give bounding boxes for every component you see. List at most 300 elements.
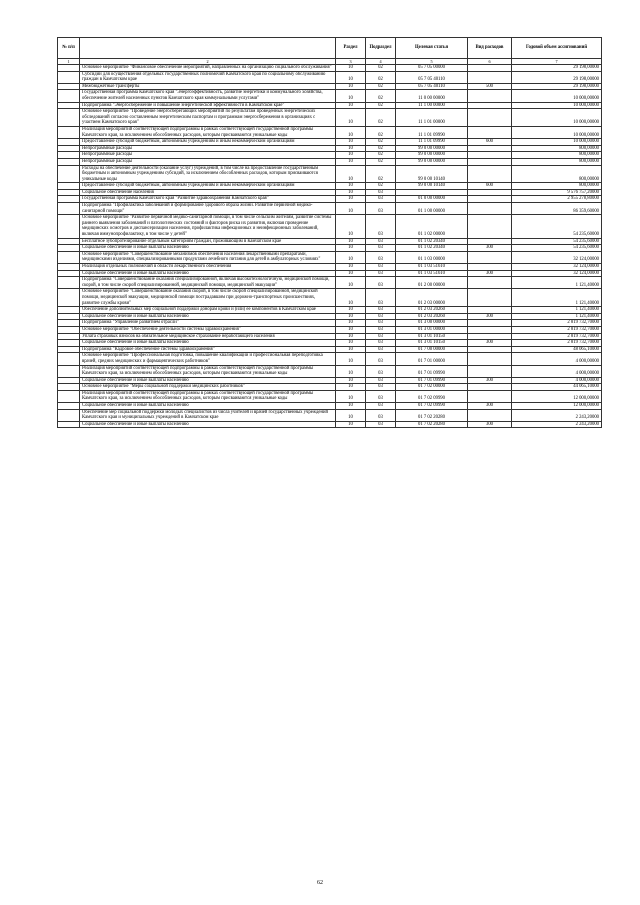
row-target-cell: 05 7 05 40110 [396, 83, 468, 90]
row-subsection-cell: 03 [366, 320, 396, 327]
row-subsection-cell: 03 [366, 403, 396, 410]
row-target-cell: 01 7 02 00000 [396, 384, 468, 391]
row-amount-cell: 12 000,00000 [512, 390, 602, 402]
row-amount-cell: 2 955 278,80000 [512, 196, 602, 203]
row-name-cell: Подпрограмма "Кадровое обеспечение системы здравоохранения" [80, 346, 336, 353]
row-name-cell: Социальное обеспечение и иные выплаты населению [80, 245, 336, 252]
table-row [58, 90, 602, 102]
table-row [58, 270, 602, 277]
table-row [58, 390, 602, 402]
header-target: Целевая статья [396, 38, 468, 59]
row-amount-cell: 1 121,40000 [512, 277, 602, 289]
table-row [58, 102, 602, 109]
row-num-cell [58, 126, 80, 138]
row-amount-cell: 48 065,10000 [512, 346, 602, 353]
row-section-cell: 10 [336, 365, 366, 377]
row-target-cell: 01 3 01 10150 [396, 340, 468, 347]
row-target-cell: 01 3 00 00000 [396, 320, 468, 327]
row-target-cell: 01 2 03 20260 [396, 313, 468, 320]
row-name-cell: Предоставление субсидий бюджетным, автономным учреждениям и иным некоммерческим организациям [80, 139, 336, 146]
row-exptype-cell: 600 [468, 183, 512, 190]
row-section-cell: 10 [336, 126, 366, 138]
row-name-cell: Бесплатное зубопротезирование отдельным категориям граждан, проживающим в Камчатском крае [80, 238, 336, 245]
row-section-cell: 10 [336, 90, 366, 102]
row-exptype-cell: 300 [468, 270, 512, 277]
row-amount-cell: 2 819 732,70000 [512, 333, 602, 340]
table-row [58, 346, 602, 353]
table-row [58, 326, 602, 333]
row-num-cell [58, 365, 80, 377]
row-target-cell: 01 1 00 00000 [396, 203, 468, 215]
table-row [58, 340, 602, 347]
row-amount-cell: 2 819 732,70000 [512, 320, 602, 327]
row-target-cell: 01 7 02 20280 [396, 409, 468, 421]
row-exptype-cell [468, 353, 512, 365]
row-name-cell: Реализация мероприятий соответствующей подпрограммы в рамках соответствующей государственной программы Камчатского края, за исключением обособленных расходов, которым присваиваются уникальные коды [80, 390, 336, 402]
row-subsection-cell: 03 [366, 264, 396, 271]
table-row [58, 353, 602, 365]
row-target-cell [396, 189, 468, 196]
row-amount-cell: 10 000,00000 [512, 109, 602, 127]
row-target-cell: 11 1 00 00000 [396, 102, 468, 109]
row-subsection-cell: 03 [366, 307, 396, 314]
row-name-cell: Межбюджетные трансферты [80, 83, 336, 90]
row-num-cell [58, 251, 80, 263]
row-target-cell: 11 1 01 00000 [396, 109, 468, 127]
row-exptype-cell: 300 [468, 421, 512, 428]
row-subsection-cell: 02 [366, 152, 396, 159]
row-amount-cell: 44 065,10000 [512, 384, 602, 391]
table-row [58, 139, 602, 146]
row-subsection-cell: 02 [366, 90, 396, 102]
header-subsection: Подраздел [366, 38, 396, 59]
row-amount-cell: 1 121,40000 [512, 289, 602, 307]
table-row [58, 333, 602, 340]
row-exptype-cell [468, 333, 512, 340]
row-name-cell: Социальное обеспечение и иные выплаты населению [80, 340, 336, 347]
row-amount-cell: 4 000,00000 [512, 353, 602, 365]
row-num-cell [58, 313, 80, 320]
table-row [58, 238, 602, 245]
row-target-cell: 01 7 00 00000 [396, 346, 468, 353]
row-amount-cell: 29 198,00000 [512, 83, 602, 90]
table-row [58, 183, 602, 190]
index-cell: 6 [468, 59, 512, 65]
row-subsection-cell: 03 [366, 289, 396, 307]
row-section-cell: 10 [336, 384, 366, 391]
row-target-cell: 01 2 03 00000 [396, 289, 468, 307]
header-amount: Годовой объем ассигнований [512, 38, 602, 59]
table-row [58, 65, 602, 72]
row-target-cell: 01 7 01 09990 [396, 377, 468, 384]
row-exptype-cell [468, 203, 512, 215]
row-amount-cell: 800,00000 [512, 158, 602, 165]
row-name-cell: Расходы на обеспечение деятельности (оказание услуг) учреждений, в том числе на предоставление государственным бюджетным и автономным учреждениям субсидий, за исключением обособленных расходов, которым присваиваются уникальные коды [80, 165, 336, 183]
row-section-cell: 10 [336, 333, 366, 340]
row-num-cell [58, 215, 80, 238]
row-num-cell [58, 409, 80, 421]
row-exptype-cell [468, 65, 512, 72]
row-name-cell: Предоставление субсидий бюджетным, автономным учреждениям и иным некоммерческим организациям [80, 183, 336, 190]
row-name-cell: Подпрограмма "Профилактика заболеваний и формирование здорового образа жизни. Развитие первичной медико-санитарной помощи" [80, 203, 336, 215]
row-exptype-cell [468, 109, 512, 127]
row-subsection-cell: 02 [366, 165, 396, 183]
row-amount-cell: 4 000,00000 [512, 377, 602, 384]
row-name-cell: Основное мероприятие "Профессиональная подготовка, повышение квалификации и профессиональная переподготовка врачей, средних медицинских и фармацевтических работников" [80, 353, 336, 365]
table-row [58, 377, 602, 384]
row-name-cell: Обеспечение мер социальной поддержки молодых специалистов из числа учителей и врачей государственных учреждений Камчатского края и муниципальных учреждений в Камчатском крае [80, 409, 336, 421]
row-num-cell [58, 152, 80, 159]
row-section-cell: 10 [336, 152, 366, 159]
row-section-cell: 10 [336, 313, 366, 320]
row-subsection-cell: 03 [366, 270, 396, 277]
row-subsection-cell: 02 [366, 102, 396, 109]
page-number: 62 [317, 880, 323, 886]
row-num-cell [58, 346, 80, 353]
row-num-cell [58, 158, 80, 165]
index-cell: 2 [80, 59, 336, 65]
row-subsection-cell: 03 [366, 238, 396, 245]
row-name-cell: Уплата страховых взносов на обязательное медицинское страхование неработающего населения [80, 333, 336, 340]
table-row [58, 165, 602, 183]
row-num-cell [58, 139, 80, 146]
row-amount-cell: 32 124,00000 [512, 251, 602, 263]
row-name-cell: Подпрограмма "Управление развитием отрасли" [80, 320, 336, 327]
row-name-cell: Основное мероприятие "Совершенствование механизмов обеспечения населения лекарственными препаратами, медицинскими изделиями, специализированными продуктами лечебного питания для детей в амбулаторных условиях" [80, 251, 336, 263]
row-subsection-cell: 03 [366, 196, 396, 203]
row-num-cell [58, 203, 80, 215]
row-section-cell: 10 [336, 196, 366, 203]
index-cell: 7 [512, 59, 602, 65]
table-row [58, 251, 602, 263]
row-num-cell [58, 183, 80, 190]
row-subsection-cell: 03 [366, 333, 396, 340]
row-amount-cell: 29 198,00000 [512, 65, 602, 72]
row-num-cell [58, 264, 80, 271]
row-amount-cell: 32 124,00000 [512, 270, 602, 277]
row-section-cell: 10 [336, 403, 366, 410]
row-section-cell: 10 [336, 289, 366, 307]
table-row [58, 320, 602, 327]
row-target-cell: 01 7 02 09990 [396, 390, 468, 402]
row-section-cell: 10 [336, 340, 366, 347]
row-name-cell: Основное мероприятие "Проведение энергосберегающих мероприятий по результатам проведенных энергетических обследований согласно составленным энергетическим паспортам и программам энергосбережения в организациях с участием Камчатского края" [80, 109, 336, 127]
row-target-cell: 11 0 00 00000 [396, 90, 468, 102]
row-target-cell: 01 1 03 51610 [396, 270, 468, 277]
row-amount-cell: 800,00000 [512, 145, 602, 152]
row-target-cell: 01 1 02 20340 [396, 238, 468, 245]
table-row [58, 289, 602, 307]
row-subsection-cell: 02 [366, 158, 396, 165]
row-target-cell: 99 0 00 00000 [396, 158, 468, 165]
row-section-cell: 10 [336, 251, 366, 263]
row-num-cell [58, 270, 80, 277]
row-exptype-cell: 300 [468, 340, 512, 347]
row-name-cell: Основное мероприятие "Финансовое обеспечение мероприятий, направленных на организацию социального обслуживания" [80, 65, 336, 72]
row-name-cell: Социальное обеспечение населения [80, 189, 336, 196]
table-header [58, 38, 602, 65]
row-target-cell: 11 1 01 09990 [396, 126, 468, 138]
row-section-cell: 10 [336, 165, 366, 183]
row-amount-cell: 2 819 732,70000 [512, 340, 602, 347]
row-amount-cell: 12 000,00000 [512, 403, 602, 410]
row-name-cell: Государственная программа Камчатского края "Энергоэффективность, развитие энергетики и коммунального хозяйства, обеспечение жителей населенных пунктов Камчатского края коммунальными услугами" [80, 90, 336, 102]
row-num-cell [58, 333, 80, 340]
row-subsection-cell: 02 [366, 183, 396, 190]
row-target-cell: 99 0 00 10140 [396, 183, 468, 190]
header-section: Раздел [336, 38, 366, 59]
row-subsection-cell: 03 [366, 277, 396, 289]
row-section-cell: 10 [336, 83, 366, 90]
row-section-cell: 10 [336, 238, 366, 245]
row-amount-cell: 10 000,00000 [512, 139, 602, 146]
row-exptype-cell [468, 152, 512, 159]
row-subsection-cell: 02 [366, 83, 396, 90]
row-section-cell: 10 [336, 158, 366, 165]
row-amount-cell: 10 000,00000 [512, 102, 602, 109]
row-num-cell [58, 403, 80, 410]
row-amount-cell: 54 235,60000 [512, 215, 602, 238]
row-target-cell: 01 3 01 10150 [396, 333, 468, 340]
table-row [58, 365, 602, 377]
row-num-cell [58, 245, 80, 252]
row-num-cell [58, 102, 80, 109]
table-row [58, 409, 602, 421]
row-name-cell: Субсидии для осуществления отдельных государственных полномочий Камчатского края по социальному обслуживанию граждан в Камчатском крае [80, 71, 336, 83]
row-name-cell: Основное мероприятие "Меры социальной поддержки медицинских работников" [80, 384, 336, 391]
row-exptype-cell [468, 346, 512, 353]
row-name-cell: Подпрограмма "Совершенствование оказания специализированной, включая высокотехнологичную, медицинской помощи, скорой, в том числе скорой специализированной, медицинской помощи, медицинской эвакуации" [80, 277, 336, 289]
row-exptype-cell: 600 [468, 139, 512, 146]
row-num-cell [58, 353, 80, 365]
row-exptype-cell [468, 409, 512, 421]
row-name-cell: Основное мероприятие "Развитие первичной медико-санитарной помощи, в том числе сельским жителям, развитие системы раннего выявления заболеваний и патологических состояний и факторов риска их развития, включая проведение медицинских осмотров и диспансеризации населения, профилактика инфекционных и неинфекционных заболеваний, включая иммунопрофилактику, в том числе у детей" [80, 215, 336, 238]
row-name-cell: Основное мероприятие "Совершенствование оказания скорой, в том числе скорой специализированной, медицинской помощи, медицинской эвакуации, медицинской помощи пострадавшим при дорожно-транспортных происшествиях, развитие службы крови" [80, 289, 336, 307]
row-num-cell [58, 277, 80, 289]
row-section-cell: 10 [336, 346, 366, 353]
row-section-cell: 10 [336, 145, 366, 152]
row-target-cell: 99 0 00 10140 [396, 165, 468, 183]
row-target-cell: 01 1 03 00000 [396, 251, 468, 263]
row-exptype-cell [468, 238, 512, 245]
row-amount-cell: 1 121,40000 [512, 313, 602, 320]
row-exptype-cell [468, 289, 512, 307]
index-cell: 3 [336, 59, 366, 65]
row-exptype-cell [468, 277, 512, 289]
row-exptype-cell [468, 196, 512, 203]
row-section-cell: 10 [336, 203, 366, 215]
row-amount-cell: 2 819 732,70000 [512, 326, 602, 333]
row-num-cell [58, 189, 80, 196]
row-name-cell: Подпрограмма "Энергосбережение и повышение энергетической эффективности в Камчатском крае" [80, 102, 336, 109]
table-row [58, 215, 602, 238]
row-num-cell [58, 320, 80, 327]
row-subsection-cell: 02 [366, 65, 396, 72]
row-target-cell: 05 7 05 00000 [396, 65, 468, 72]
row-exptype-cell [468, 390, 512, 402]
row-name-cell: Социальное обеспечение и иные выплаты населению [80, 403, 336, 410]
row-section-cell: 10 [336, 215, 366, 238]
row-amount-cell: 800,00000 [512, 183, 602, 190]
row-name-cell: Государственная программа Камчатского края "Развитие здравоохранения Камчатского края" [80, 196, 336, 203]
row-amount-cell: 9 576 757,20000 [512, 189, 602, 196]
row-exptype-cell [468, 165, 512, 183]
row-subsection-cell: 02 [366, 71, 396, 83]
row-exptype-cell: 300 [468, 313, 512, 320]
table-row [58, 71, 602, 83]
row-num-cell [58, 326, 80, 333]
row-amount-cell: 4 000,00000 [512, 365, 602, 377]
row-section-cell: 10 [336, 264, 366, 271]
row-section-cell: 10 [336, 421, 366, 428]
row-target-cell: 01 7 01 09990 [396, 365, 468, 377]
row-num-cell [58, 307, 80, 314]
row-exptype-cell: 500 [468, 83, 512, 90]
table-row [58, 307, 602, 314]
header-num: № п/п [58, 38, 80, 59]
row-num-cell [58, 340, 80, 347]
row-num-cell [58, 71, 80, 83]
row-subsection-cell: 03 [366, 390, 396, 402]
row-section-cell: 10 [336, 109, 366, 127]
row-exptype-cell [468, 126, 512, 138]
row-section-cell: 10 [336, 307, 366, 314]
table-row [58, 203, 602, 215]
table-row [58, 245, 602, 252]
row-exptype-cell [468, 384, 512, 391]
table-row [58, 403, 602, 410]
row-section-cell: 10 [336, 139, 366, 146]
table-row [58, 264, 602, 271]
row-target-cell: 11 1 01 09990 [396, 139, 468, 146]
row-exptype-cell [468, 215, 512, 238]
row-target-cell: 01 2 03 20260 [396, 307, 468, 314]
table-row [58, 109, 602, 127]
row-target-cell: 01 2 00 00000 [396, 277, 468, 289]
row-amount-cell: 86 359,60000 [512, 203, 602, 215]
row-subsection-cell: 03 [366, 377, 396, 384]
table-row [58, 145, 602, 152]
header-exptype: Вид расходов [468, 38, 512, 59]
row-subsection-cell: 03 [366, 384, 396, 391]
row-exptype-cell [468, 365, 512, 377]
row-subsection-cell: 03 [366, 353, 396, 365]
row-subsection-cell: 02 [366, 145, 396, 152]
row-subsection-cell: 02 [366, 139, 396, 146]
header-name [80, 38, 336, 59]
row-target-cell: 01 1 03 51610 [396, 264, 468, 271]
table-row [58, 152, 602, 159]
row-num-cell [58, 238, 80, 245]
row-exptype-cell [468, 90, 512, 102]
row-amount-cell: 1 121,40000 [512, 307, 602, 314]
row-section-cell: 10 [336, 183, 366, 190]
row-subsection-cell: 03 [366, 340, 396, 347]
row-section-cell: 10 [336, 277, 366, 289]
row-subsection-cell: 03 [366, 346, 396, 353]
row-target-cell: 01 1 02 20340 [396, 245, 468, 252]
row-subsection-cell: 03 [366, 409, 396, 421]
row-exptype-cell: 300 [468, 403, 512, 410]
row-amount-cell: 10 000,00000 [512, 90, 602, 102]
row-num-cell [58, 109, 80, 127]
row-name-cell: Социальное обеспечение и иные выплаты населению [80, 377, 336, 384]
row-section-cell: 10 [336, 245, 366, 252]
row-amount-cell: 800,00000 [512, 165, 602, 183]
row-num-cell [58, 384, 80, 391]
row-target-cell: 01 7 01 00000 [396, 353, 468, 365]
row-exptype-cell [468, 71, 512, 83]
row-exptype-cell [468, 320, 512, 327]
index-cell: 4 [366, 59, 396, 65]
row-amount-cell: 2 243,20000 [512, 409, 602, 421]
row-name-cell: Непрограммные расходы [80, 145, 336, 152]
row-subsection-cell: 03 [366, 251, 396, 263]
row-target-cell: 01 3 01 00000 [396, 326, 468, 333]
row-num-cell [58, 90, 80, 102]
row-subsection-cell: 03 [366, 203, 396, 215]
table-row [58, 277, 602, 289]
row-name-cell: Реализация отдельных полномочий в области лекарственного обеспечения [80, 264, 336, 271]
row-target-cell: 99 0 00 00000 [396, 152, 468, 159]
row-name-cell: Основное мероприятие "Обеспечение деятельности системы здравоохранения" [80, 326, 336, 333]
row-target-cell: 01 7 02 20280 [396, 421, 468, 428]
row-amount-cell: 54 235,60000 [512, 238, 602, 245]
row-subsection-cell: 03 [366, 326, 396, 333]
row-num-cell [58, 165, 80, 183]
row-num-cell [58, 390, 80, 402]
index-cell: 1 [58, 59, 80, 65]
row-num-cell [58, 421, 80, 428]
table-row [58, 126, 602, 138]
row-section-cell: 10 [336, 409, 366, 421]
row-amount-cell: 2 243,20000 [512, 421, 602, 428]
table-row [58, 83, 602, 90]
row-num-cell [58, 83, 80, 90]
table-row [58, 384, 602, 391]
row-name-cell: Обеспечение дополнительных мер социальной поддержки донорам крови и (или) ее компонентов в Камчатском крае [80, 307, 336, 314]
row-num-cell [58, 196, 80, 203]
row-name-cell: Социальное обеспечение и иные выплаты населению [80, 270, 336, 277]
table-row [58, 421, 602, 428]
row-amount-cell: 800,00000 [512, 152, 602, 159]
row-num-cell [58, 145, 80, 152]
budget-table [57, 37, 602, 428]
row-subsection-cell: 03 [366, 215, 396, 238]
row-amount-cell: 32 124,00000 [512, 264, 602, 271]
row-num-cell [58, 65, 80, 72]
row-num-cell [58, 289, 80, 307]
row-section-cell: 10 [336, 102, 366, 109]
row-target-cell: 01 7 02 09990 [396, 403, 468, 410]
row-section-cell: 10 [336, 377, 366, 384]
row-subsection-cell: 03 [366, 189, 396, 196]
row-subsection-cell: 03 [366, 365, 396, 377]
row-subsection-cell: 03 [366, 421, 396, 428]
row-name-cell: Реализация мероприятий соответствующей подпрограммы в рамках соответствующей государственной программы Камчатского края, за исключением обособленных расходов, которым присваиваются уникальные коды [80, 365, 336, 377]
index-cell: 5 [396, 59, 468, 65]
row-name-cell: Непрограммные расходы [80, 158, 336, 165]
row-subsection-cell: 03 [366, 245, 396, 252]
row-target-cell: 05 7 05 40110 [396, 71, 468, 83]
row-section-cell: 10 [336, 390, 366, 402]
row-target-cell: 01 0 00 00000 [396, 196, 468, 203]
row-target-cell: 01 1 02 00000 [396, 215, 468, 238]
row-exptype-cell [468, 158, 512, 165]
row-name-cell: Социальное обеспечение и иные выплаты населению [80, 421, 336, 428]
row-section-cell: 10 [336, 320, 366, 327]
row-section-cell: 10 [336, 65, 366, 72]
